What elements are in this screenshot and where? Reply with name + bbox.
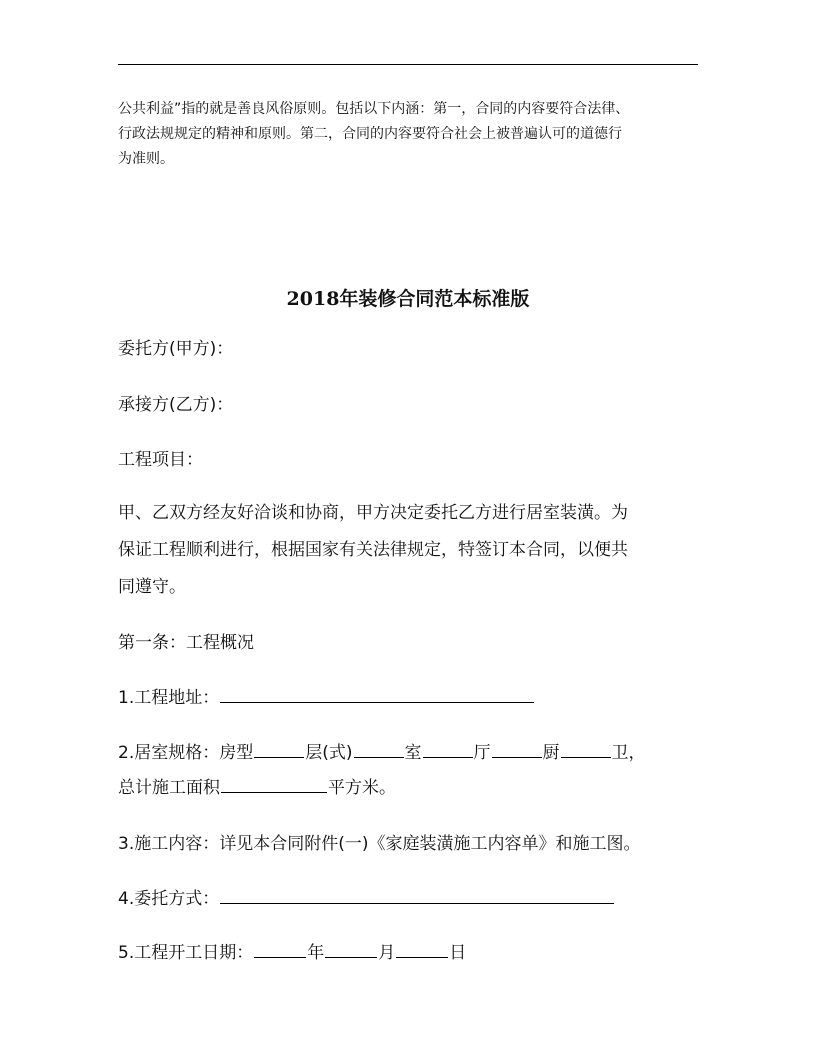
start-date-row: [118, 938, 466, 963]
day-unit: 日: [449, 943, 467, 963]
floor-unit: 层(式): [305, 743, 353, 763]
intro-line: 同遵守。: [118, 577, 186, 597]
layout-blank[interactable]: [254, 741, 304, 758]
year-blank[interactable]: [254, 941, 306, 958]
area-row: [118, 773, 396, 798]
document-title: 2018年装修合同范本标准版: [286, 288, 530, 310]
area-unit: 平方米。: [328, 778, 396, 798]
paragraph-line: 为准则。: [118, 151, 174, 167]
commission-blank[interactable]: [220, 887, 614, 904]
kitchen-unit: 厨: [542, 743, 560, 763]
previous-section-text: [118, 97, 698, 172]
year-unit: 年: [307, 943, 325, 963]
party-a-field: 委托方(甲方)：: [118, 339, 234, 359]
room-blank[interactable]: [423, 741, 473, 758]
article-heading: 第一条：工程概况: [118, 633, 254, 653]
hall-blank[interactable]: [492, 741, 542, 758]
paragraph-line: 公共利益”指的就是善良风俗原则。包括以下内涵：第一，合同的内容要符合法律、: [118, 101, 630, 117]
hall-unit: 厅: [473, 743, 491, 763]
header-rule: [118, 64, 698, 65]
party-b-field: 承接方(乙方)：: [118, 395, 234, 415]
month-blank[interactable]: [325, 941, 377, 958]
room-spec-label: 2.居室规格：房型: [118, 743, 254, 763]
intro-line: 保证工程顺利进行，根据国家有关法律规定，特签订本合同，以便共: [118, 540, 628, 560]
room-unit: 室: [404, 743, 422, 763]
room-spec-row: [118, 738, 646, 763]
area-blank[interactable]: [221, 776, 327, 793]
address-blank[interactable]: [220, 686, 534, 703]
bath-unit: 卫，: [611, 743, 646, 763]
intro-line: 甲、乙双方经友好洽谈和协商，甲方决定委托乙方进行居室装潢。为: [118, 503, 628, 523]
month-unit: 月: [378, 943, 396, 963]
floor-blank[interactable]: [354, 741, 404, 758]
area-label: 总计施工面积: [118, 778, 220, 798]
address-label: 1.工程地址：: [118, 688, 220, 708]
start-date-label: 5.工程开工日期：: [118, 943, 254, 963]
project-field: 工程项目：: [118, 450, 203, 470]
paragraph-line: 行政法规规定的精神和原则。第二，合同的内容要符合社会上被普遍认可的道德行: [118, 126, 622, 142]
commission-row: [118, 884, 615, 909]
construction-content: 3.施工内容：详见本合同附件(一)《家庭装潢施工内容单》和施工图。: [118, 834, 641, 854]
commission-label: 4.委托方式：: [118, 889, 220, 909]
address-row: [118, 683, 535, 708]
day-blank[interactable]: [396, 941, 448, 958]
kitchen-blank[interactable]: [561, 741, 611, 758]
